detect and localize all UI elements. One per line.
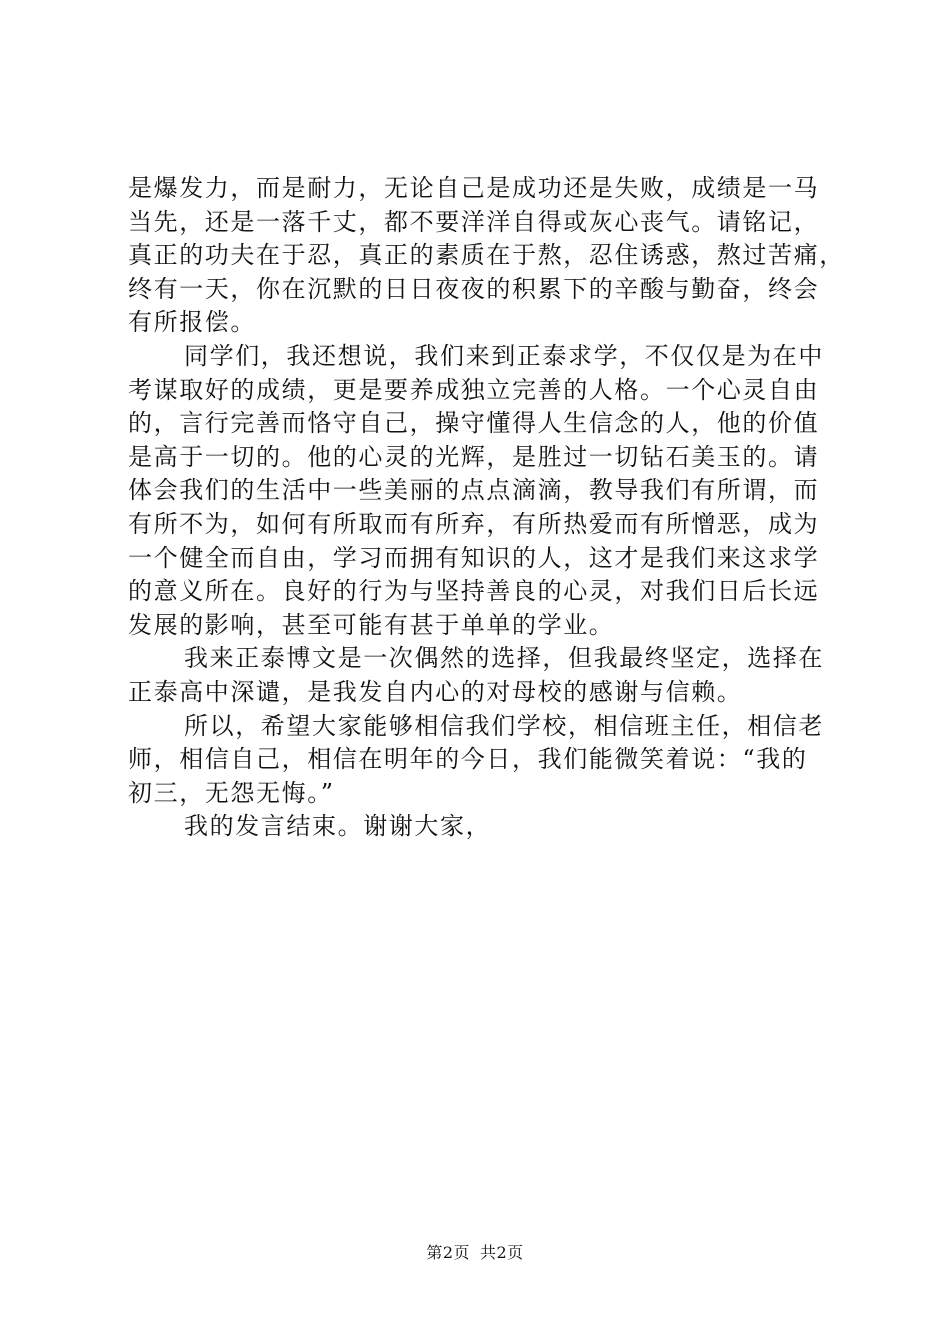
body-line: 有所报偿。 — [128, 308, 256, 337]
body-line: 体会我们的生活中一些美丽的点点滴滴，教导我们有所谓，而 — [128, 476, 820, 505]
body-line: 有所不为，如何有所取而有所弃，有所热爱而有所憎恶，成为 — [128, 509, 820, 538]
page-total: 共2页 — [480, 1243, 524, 1262]
closing-line: 我的发言结束。谢谢大家， — [184, 812, 492, 841]
body-line: 正泰高中深谴，是我发自内心的对母校的感谢与信赖。 — [128, 677, 743, 706]
paragraph-first-line: 同学们，我还想说，我们来到正泰求学，不仅仅是为在中 — [184, 341, 824, 370]
body-line: 一个健全而自由，学习而拥有知识的人，这才是我们来这求学 — [128, 543, 820, 572]
paragraph-first-line: 我来正泰博文是一次偶然的选择，但我最终坚定，选择在 — [184, 644, 824, 673]
body-line: 是爆发力，而是耐力，无论自己是成功还是失败，成绩是一马 — [128, 174, 820, 202]
body-line: 是高于一切的。他的心灵的光辉，是胜过一切钻石美玉的。请 — [128, 442, 820, 471]
body-line: 师，相信自己，相信在明年的今日，我们能微笑着说：“我的 — [128, 745, 808, 774]
body-line: 终有一天，你在沉默的日日夜夜的积累下的辛酸与勤奋，终会 — [128, 274, 820, 303]
body-line: 的，言行完善而恪守自己，操守懂得人生信念的人，他的价值 — [128, 409, 820, 438]
body-line: 的意义所在。良好的行为与坚持善良的心灵，对我们日后长远 — [128, 577, 820, 606]
paragraph-first-line: 所以，希望大家能够相信我们学校，相信班主任，相信老 — [184, 711, 824, 740]
body-line: 考谋取好的成绩，更是要养成独立完善的人格。一个心灵自由 — [128, 375, 820, 404]
page-footer — [0, 1242, 950, 1264]
body-line: 真正的功夫在于忍，真正的素质在于熬，忍住诱惑，熬过苦痛， — [128, 241, 845, 270]
body-line: 当先，还是一落千丈，都不要洋洋自得或灰心丧气。请铭记， — [128, 207, 820, 236]
body-line: 发展的影响，甚至可能有甚于单单的学业。 — [128, 610, 615, 639]
page-number: 第2页 — [426, 1243, 470, 1262]
speech-body — [128, 172, 845, 844]
body-line: 初三，无怨无悔。” — [128, 778, 335, 807]
